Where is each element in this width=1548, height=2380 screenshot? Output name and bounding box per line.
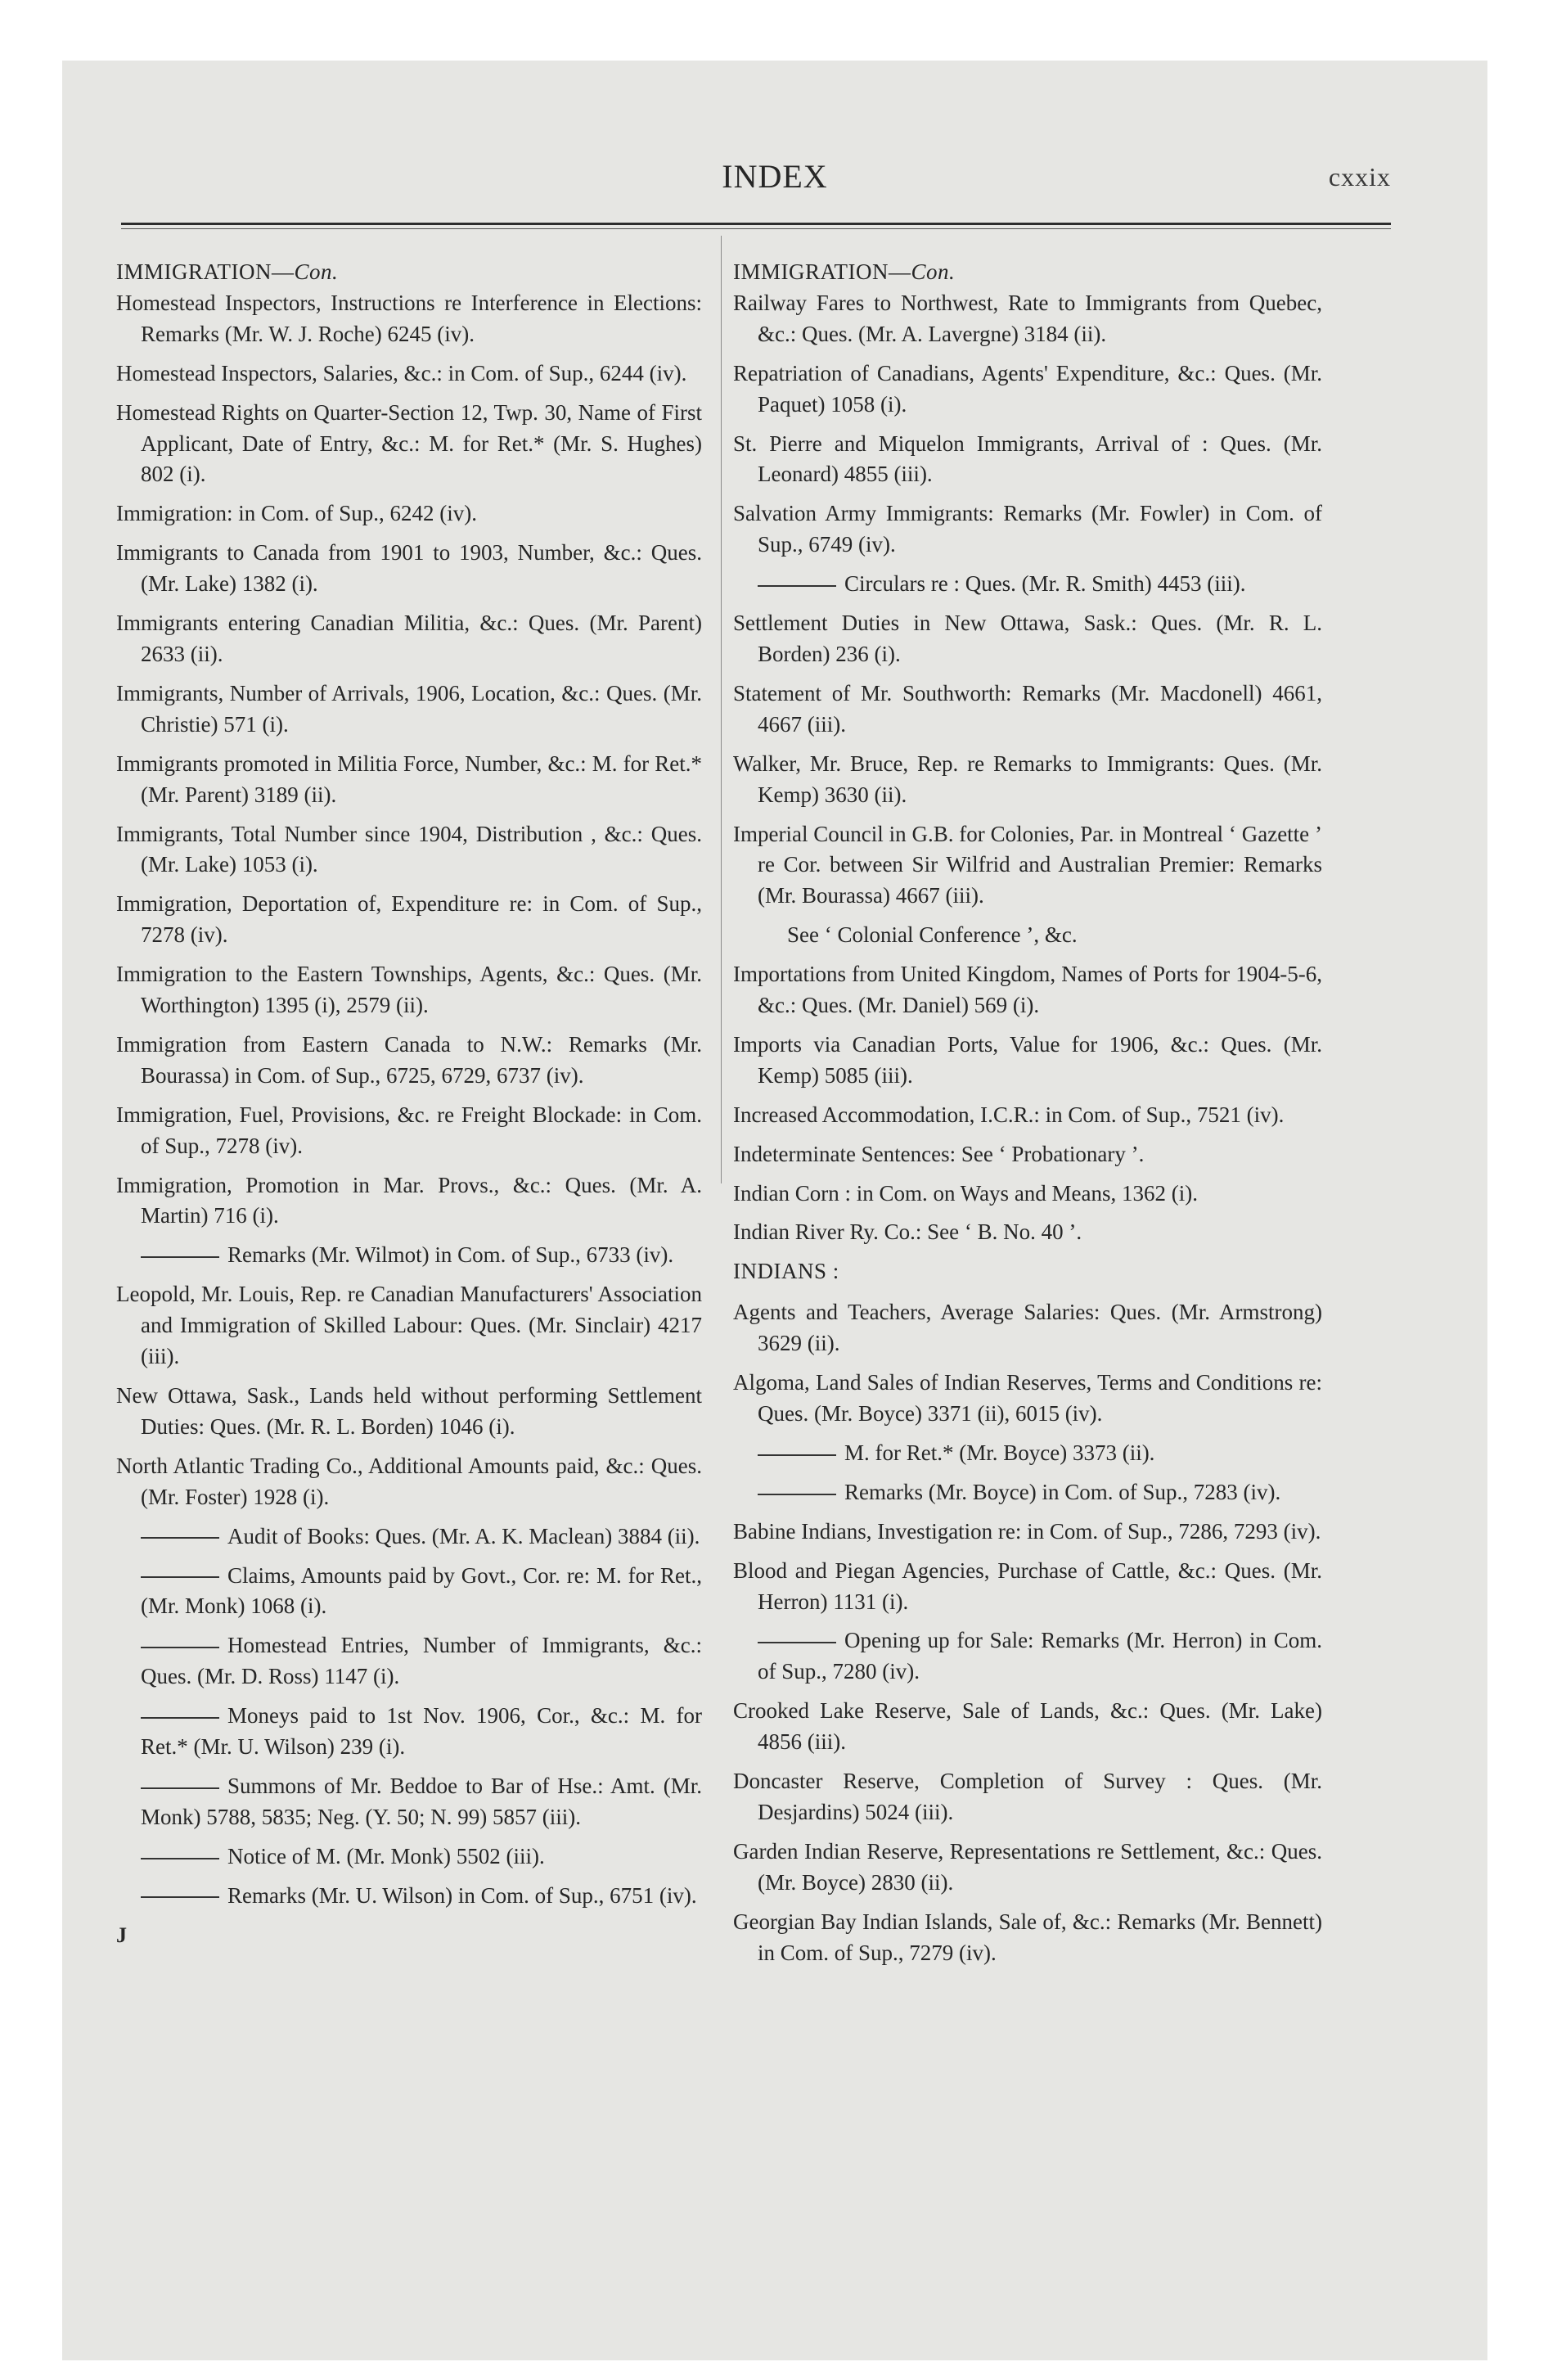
ditto-dash xyxy=(758,1494,836,1495)
entry-text: Salvation Army Immigrants: Remarks (Mr. Fowler) in Com. of Sup., 6749 (iv). xyxy=(733,501,1322,557)
index-entry xyxy=(733,1100,1322,1131)
index-entry xyxy=(733,498,1322,561)
index-entry xyxy=(733,1556,1322,1618)
index-subentry xyxy=(116,1630,702,1693)
index-entry xyxy=(733,1030,1322,1092)
entry-text: Georgian Bay Indian Islands, Sale of, &c.: Remarks (Mr. Bennett) in Com. of Sup., 7279 (iv). xyxy=(733,1909,1322,1965)
index-entry xyxy=(733,429,1322,491)
heading-cont: Con. xyxy=(294,259,339,284)
heading-text: IMMIGRATION xyxy=(116,259,272,284)
index-subentry xyxy=(116,1881,702,1912)
index-entry xyxy=(733,608,1322,670)
ditto-dash xyxy=(141,1537,219,1539)
entry-text: Immigration from Eastern Canada to N.W.: Remarks (Mr. Bourassa) in Com. of Sup., 6725, 6729, 6737 (iv). xyxy=(116,1031,702,1088)
index-entry xyxy=(116,608,702,670)
index-subentry xyxy=(733,1477,1322,1508)
entry-text: Repatriation of Canadians, Agents' Expenditure, &c.: Ques. (Mr. Paquet) 1058 (i). xyxy=(733,360,1322,417)
entry-text: Remarks (Mr. Boyce) in Com. of Sup., 7283 (iv). xyxy=(844,1479,1281,1504)
ditto-dash xyxy=(141,1647,219,1648)
right-column xyxy=(733,257,1322,1977)
index-entry xyxy=(116,1381,702,1443)
section-heading-indians: INDIANS : xyxy=(733,1259,839,1284)
entry-text: Statement of Mr. Southworth: Remarks (Mr. Macdonell) 4661, 4667 (iii). xyxy=(733,680,1322,737)
signature-mark: J xyxy=(116,1922,127,1947)
right-entries-after xyxy=(733,819,1322,1249)
entry-text: Indian Corn : in Com. on Ways and Means, 1362 (i). xyxy=(733,1180,1199,1206)
entry-text: Railway Fares to Northwest, Rate to Immigrants from Quebec, &c.: Ques. (Mr. A. Lavergne) 3184 (ii). xyxy=(733,290,1322,346)
heading-cont: Con. xyxy=(911,259,956,284)
index-entry xyxy=(116,959,702,1021)
entry-text: Homestead Inspectors, Salaries, &c.: in Com. of Sup., 6244 (iv). xyxy=(116,360,687,385)
page-number: cxxix xyxy=(1328,162,1391,192)
index-subentry xyxy=(116,1841,702,1873)
column-divider xyxy=(721,236,722,1183)
index-entry xyxy=(116,749,702,811)
indians-entries xyxy=(733,1297,1322,1968)
index-entry xyxy=(116,288,702,350)
index-entry xyxy=(733,1517,1322,1548)
index-entry xyxy=(116,1451,702,1513)
entry-text: Immigrants entering Canadian Militia, &c.: Ques. (Mr. Parent) 2633 (ii). xyxy=(116,611,702,666)
ditto-dash xyxy=(141,1576,219,1578)
index-entry xyxy=(116,1030,702,1092)
index-entry xyxy=(116,889,702,951)
index-entry xyxy=(116,1279,702,1373)
entry-text: Importations from United Kingdom, Names of Ports for 1904-5-6, &c.: Ques. (Mr. Daniel) 569 (i). xyxy=(733,962,1322,1018)
entry-text: Settlement Duties in New Ottawa, Sask.: Ques. (Mr. R. L. Borden) 236 (i). xyxy=(733,611,1322,666)
index-entry xyxy=(733,1907,1322,1969)
entry-text: Walker, Mr. Bruce, Rep. re Remarks to Immigrants: Ques. (Mr. Kemp) 3630 (ii). xyxy=(733,751,1322,807)
entry-text: Notice of M. (Mr. Monk) 5502 (iii). xyxy=(227,1843,545,1868)
index-subentry xyxy=(116,1240,702,1271)
entry-text: Blood and Piegan Agencies, Purchase of Cattle, &c.: Ques. (Mr. Herron) 1131 (i). xyxy=(733,1557,1322,1614)
right-entries xyxy=(733,288,1322,811)
page-header xyxy=(62,157,1487,206)
heading-text: IMMIGRATION xyxy=(733,259,889,284)
entry-text: Immigrants, Number of Arrivals, 1906, Location, &c.: Ques. (Mr. Christie) 571 (i). xyxy=(116,680,702,737)
index-entry xyxy=(733,1297,1322,1359)
header-rule-thin xyxy=(121,228,1391,229)
entry-text: Indeterminate Sentences: See ‘ Probationary ’. xyxy=(733,1141,1145,1166)
entry-text: Doncaster Reserve, Completion of Survey : Ques. (Mr. Desjardins) 5024 (iii). xyxy=(733,1769,1322,1824)
index-entry xyxy=(733,678,1322,741)
entry-text: Opening up for Sale: Remarks (Mr. Herron) in Com. of Sup., 7280 (iv). xyxy=(758,1628,1322,1684)
ditto-dash xyxy=(141,1787,219,1789)
index-entry xyxy=(116,358,702,390)
index-entry xyxy=(116,398,702,491)
entry-text: Crooked Lake Reserve, Sale of Lands, &c.: Ques. (Mr. Lake) 4856 (iii). xyxy=(733,1698,1322,1755)
index-subentry xyxy=(116,1701,702,1763)
ditto-dash xyxy=(758,1454,836,1456)
scanned-page xyxy=(62,61,1487,2360)
entry-text: Indian River Ry. Co.: See ‘ B. No. 40 ’. xyxy=(733,1219,1082,1245)
index-entry xyxy=(733,920,1322,951)
index-subentry xyxy=(116,1561,702,1623)
entry-text: Circulars re : Ques. (Mr. R. Smith) 4453 (iii). xyxy=(844,571,1246,597)
entry-text: M. for Ret.* (Mr. Boyce) 3373 (ii). xyxy=(844,1440,1155,1465)
index-subentry xyxy=(733,569,1322,600)
entry-text: Immigration: in Com. of Sup., 6242 (iv). xyxy=(116,501,477,526)
entry-text: Imperial Council in G.B. for Colonies, Par. in Montreal ‘ Gazette ’ re Cor. between Sir Wilfrid and Australian Premier: Remarks (Mr. Bourassa) 4667 (iii). xyxy=(733,821,1322,908)
entry-text: Leopold, Mr. Louis, Rep. re Canadian Manufacturers' Association and Immigration of Skilled Labour: Ques. (Mr. Sinclair) 4217 (iii). xyxy=(116,1282,702,1369)
entry-text: Homestead Inspectors, Instructions re Interference in Elections: Remarks (Mr. W. J. Roche) 6245 (iv). xyxy=(116,290,702,346)
entry-text: Immigration, Deportation of, Expenditure re: in Com. of Sup., 7278 (iv). xyxy=(116,891,702,948)
left-entries xyxy=(116,288,702,1912)
index-entry xyxy=(733,358,1322,421)
ditto-dash xyxy=(141,1896,219,1898)
entry-text: Algoma, Land Sales of Indian Reserves, Terms and Conditions re: Ques. (Mr. Boyce) 3371 (ii), 6015 (iv). xyxy=(733,1370,1322,1426)
entry-text: St. Pierre and Miquelon Immigrants, Arrival of : Ques. (Mr. Leonard) 4855 (iii). xyxy=(733,430,1322,487)
index-entry xyxy=(733,1217,1322,1248)
left-column xyxy=(116,257,702,1951)
entry-text: Remarks (Mr. U. Wilson) in Com. of Sup., 6751 (iv). xyxy=(227,1882,697,1908)
ditto-dash xyxy=(758,1642,836,1643)
entry-text: North Atlantic Trading Co., Additional Amounts paid, &c.: Ques. (Mr. Foster) 1928 (i). xyxy=(116,1453,702,1509)
ditto-dash xyxy=(141,1717,219,1719)
index-entry xyxy=(733,1837,1322,1899)
header-rule xyxy=(121,223,1391,225)
index-subentry xyxy=(116,1771,702,1833)
entry-text: Summons of Mr. Beddoe to Bar of Hse.: Amt. (Mr. Monk) 5788, 5835; Neg. (Y. 50; N. 99) 5857 (iii). xyxy=(141,1773,702,1829)
column-heading: IMMIGRATION—Con. xyxy=(116,259,339,284)
index-entry xyxy=(733,288,1322,350)
index-entry xyxy=(116,538,702,600)
entry-text: Agents and Teachers, Average Salaries: Ques. (Mr. Armstrong) 3629 (ii). xyxy=(733,1300,1322,1356)
index-entry xyxy=(733,1368,1322,1430)
entry-text: Imports via Canadian Ports, Value for 1906, &c.: Ques. (Mr. Kemp) 5085 (iii). xyxy=(733,1031,1322,1088)
index-subentry xyxy=(733,1625,1322,1688)
index-entry xyxy=(733,1179,1322,1210)
entry-text: Garden Indian Reserve, Representations re Settlement, &c.: Ques. (Mr. Boyce) 2830 (ii). xyxy=(733,1838,1322,1895)
index-entry xyxy=(733,1139,1322,1170)
entry-text: New Ottawa, Sask., Lands held without performing Settlement Duties: Ques. (Mr. R. L. Borden) 1046 (i). xyxy=(116,1383,702,1439)
entry-text: Immigration to the Eastern Townships, Agents, &c.: Ques. (Mr. Worthington) 1395 (i), 2579 (ii). xyxy=(116,962,702,1018)
entry-text: Claims, Amounts paid by Govt., Cor. re: M. for Ret., (Mr. Monk) 1068 (i). xyxy=(141,1562,702,1619)
index-entry xyxy=(116,1170,702,1233)
entry-text: Immigration, Fuel, Provisions, &c. re Freight Blockade: in Com. of Sup., 7278 (iv). xyxy=(116,1102,702,1158)
index-entry xyxy=(733,959,1322,1021)
entry-text: See ‘ Colonial Conference ’, &c. xyxy=(787,922,1078,948)
entry-text: Increased Accommodation, I.C.R.: in Com. of Sup., 7521 (iv). xyxy=(733,1102,1285,1127)
page-title: INDEX xyxy=(722,158,828,195)
entry-text: Audit of Books: Ques. (Mr. A. K. Maclean) 3884 (ii). xyxy=(227,1523,700,1548)
index-entry xyxy=(733,1696,1322,1758)
entry-text: Babine Indians, Investigation re: in Com. of Sup., 7286, 7293 (iv). xyxy=(733,1518,1321,1544)
index-entry xyxy=(116,1100,702,1162)
ditto-dash xyxy=(758,585,836,587)
index-entry xyxy=(116,678,702,741)
entry-text: Homestead Entries, Number of Immigrants, &c.: Ques. (Mr. D. Ross) 1147 (i). xyxy=(141,1633,702,1689)
ditto-dash xyxy=(141,1256,219,1258)
index-entry xyxy=(733,749,1322,811)
entry-text: Immigration, Promotion in Mar. Provs., &c.: Ques. (Mr. A. Martin) 716 (i). xyxy=(116,1172,702,1228)
index-entry xyxy=(733,1766,1322,1828)
entry-text: Immigrants to Canada from 1901 to 1903, Number, &c.: Ques. (Mr. Lake) 1382 (i). xyxy=(116,540,702,597)
entry-text: Moneys paid to 1st Nov. 1906, Cor., &c.: M. for Ret.* (Mr. U. Wilson) 239 (i). xyxy=(141,1703,702,1760)
index-subentry xyxy=(733,1438,1322,1469)
entry-text: Remarks (Mr. Wilmot) in Com. of Sup., 6733 (iv). xyxy=(227,1242,674,1268)
index-entry xyxy=(116,819,702,881)
entry-text: Homestead Rights on Quarter-Section 12, Twp. 30, Name of First Applicant, Date of Entry, &c.: M. for Ret.* (Mr. S. Hughes) 802 (i). xyxy=(116,399,702,487)
entry-text: Immigrants promoted in Militia Force, Number, &c.: M. for Ret.* (Mr. Parent) 3189 (ii). xyxy=(116,751,702,807)
ditto-dash xyxy=(141,1858,219,1859)
entry-text: Immigrants, Total Number since 1904, Distribution , &c.: Ques. (Mr. Lake) 1053 (i). xyxy=(116,821,702,877)
column-heading: IMMIGRATION—Con. xyxy=(733,259,956,284)
index-subentry xyxy=(116,1521,702,1553)
index-entry xyxy=(116,498,702,530)
index-entry xyxy=(733,819,1322,913)
